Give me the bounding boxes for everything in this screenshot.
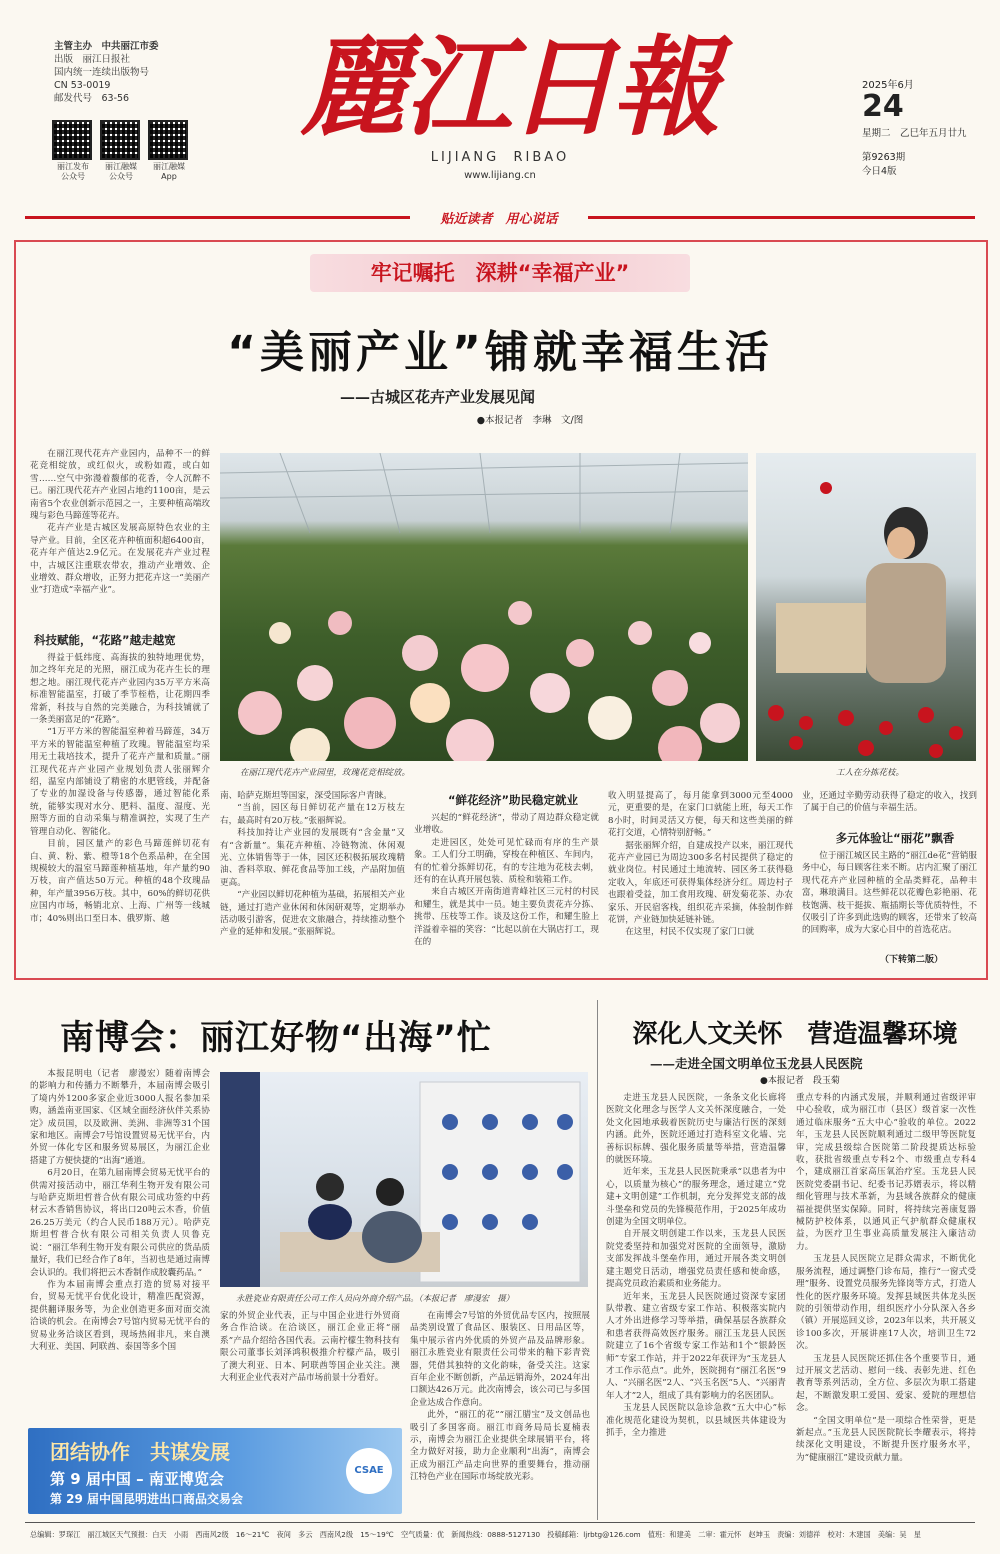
qr-code-icon[interactable] (100, 120, 140, 160)
expo-booth-photo (220, 1072, 588, 1287)
worker-sorting-photo (756, 453, 976, 761)
lead-column-1 (30, 448, 210, 628)
photo-caption: 工人在分拣花枝。 (835, 768, 904, 778)
left-story-column-2 (220, 1310, 400, 1422)
website-link[interactable]: www.lijiang.cn (464, 170, 536, 181)
date-day: 24 (862, 89, 904, 124)
paragraph: 据张丽辉介绍，自建成投产以来，丽江现代花卉产业园已为周边300多名村民提供了稳定的就业岗位。村民通过土地流转、园区务工获得稳定收入，年底还可获得集体经济分红。周边村子也跟着受益，加工食用玫瑰、研发菊花茶、办农家乐、开民宿客栈，组织花卉采摘，体验制作鲜花饼，产业链加快延链补链。 (608, 840, 793, 926)
date-block (862, 76, 982, 177)
date-year-month: 2025年6月 (862, 80, 914, 91)
publisher-line: 国内统一连续出版物号 (54, 67, 150, 78)
photo-caption: 永胜瓷业有限责任公司工作人员向外商介绍产品。（本报记者 廖漫宏 摄） (236, 1293, 514, 1303)
lead-column-2 (220, 790, 405, 970)
right-story-column-2 (796, 1092, 976, 1512)
pages-today: 今日4版 (862, 166, 897, 177)
worker-illustration (756, 453, 976, 761)
qr-code-group (52, 120, 232, 182)
paragraph: 收入明显提高了，每月能拿到3000元至4000元，更重要的是，在家门口就能上班，每天工作8小时，时间灵活又方便，每天和这些美丽的鲜花打交道，心情特别舒畅。” (608, 791, 793, 839)
slogan-bar (410, 208, 588, 228)
paragraph: 作为本届南博会重点打造的贸易对接平台，贸易无忧平台优化设计，精准匹配资源，提供翻译服务等，为企业创造更多面对面交流洽谈的机会。在南博会7号馆内贸易无忧平台的贸易业务洽谈区看到，现场热闹非凡，来自澳大利亚、美国、阿联酋、泰国等多个国 (30, 1279, 210, 1352)
publisher-info (54, 40, 224, 105)
topic-banner-text: 牢记嘱托 深耕“幸福产业” (370, 261, 630, 285)
paragraph: 走进园区，处处可见忙碌而有序的生产景象。工人们分工明确，穿梭在种植区、车间内，有的忙着分拣鲜切花，有的专注地为花枝去刺，还有的在认真开展包装、质检和装箱工作。 (414, 837, 599, 886)
paragraph: 玉龙县人民医院立足群众需求，不断优化服务流程，通过调整门诊布局，推行“一窗式受理”服务、设置党员服务先锋岗等方式，打造人性化的医疗服务环境。发挥县域医共体龙头医院的引领带动作用，组织医疗小分队深入各乡（镇）开展巡回义诊，2023年以来，共开展义诊100多次，开展讲座17人次，培训卫生72次。 (796, 1254, 976, 1352)
weekday-lunar: 星期二 乙巳年五月廿九 (862, 128, 967, 139)
paragraph: 南、哈萨克斯坦等国家，深受国际客户青睐。 (220, 791, 392, 801)
photo-caption: 在丽江现代花卉产业园里，玫瑰花竞相绽放。 (240, 768, 411, 778)
footer-credits: 总编辑：罗琛江 丽江城区天气预报：白天 小雨 西南风2级 16～21℃ 夜间 多云 西南风2级 15～19℃ 空气质量：优 新闻热线：0888-5127130 投稿邮箱：ljrbtg@126.com 值班：和建美 二审：霍元怀 赵坤玉 责编：刘德祥 校对：木建国 美编：吴 星 (30, 1530, 921, 1539)
paragraph: “1万平方米的智能温室种着马蹄莲，34万平方米的智能温室种植了玫瑰。智能温室均采用无土栽培技术，提升了花卉产量和质量。”丽江现代花卉产业园产业规划负责人张丽辉介绍，温室内部铺设了精密的水肥管线，并配备了专业的加湿设备与传感器，通过智能化系统，能够实现对水分、肥料、温度、湿度、光照等方面的自动采集与精准调控，实现了生产管理自动化、智能化。 (30, 727, 210, 837)
qr-label: 丽江融媒 公众号 (105, 162, 137, 181)
left-story-column-1 (30, 1068, 210, 1356)
lead-subheadline: ——古城区花卉产业发展见闻 (340, 388, 536, 406)
qr-label: 丽江发布 公众号 (57, 162, 89, 181)
lead-column-3 (414, 812, 599, 970)
csae-logo (346, 1448, 392, 1494)
paragraph: 此外，“丽江的花”“丽江腊宝”及文创品也吸引了多国客商。丽江市商务局局长夏楠表示，南博会为丽江企业提供全球展销平台，将全力做好对接，助力企业顺利“出海”，南博会正成为丽江产品走向世界的重要舞台，推动丽江特色产业在国际市场绽放光彩。 (410, 1410, 590, 1483)
publisher-line: 邮发代号 63-56 (54, 93, 130, 104)
paragraph: 走进玉龙县人民医院，一条条文化长廊将医院文化理念与医学人文关怀深度融合，一处处文化园地承载着医院历史与廉洁行医的深刻内涵。此外，医院还通过打造科室文化墙、完善标识标牌、强化服务质量等举措，营造温馨的就医环境。 (606, 1093, 786, 1166)
ad-slogan: 团结协作 共谋发展 (50, 1440, 230, 1464)
paragraph: 花卉产业是古城区发展高原特色农业的主导产业。目前，全区花卉种植面积超6400亩，花卉年产值达2.9亿元。在发展花卉产业过程中，古城区注重联农带农，推动产业增效、企业增效、群众增收，正努力把花卉这一“美丽产业”打造成“幸福产业”。 (30, 523, 210, 596)
section-subhead: 科技赋能，“花路”越走越宽 (34, 633, 176, 647)
paragraph: 重点专科的内涵式发展，并顺利通过省级评审中心验收，成为丽江市（县区）级首家一次性通过临床服务“五大中心”验收的单位。2022年，玉龙县人民医院顺利通过二级甲等医院复审，完成县级综合医院第二阶段提质达标验收，获批省级重点专科2个、市级重点专科4个，建成丽江首家高压氧治疗室。玉龙县人民医院党委副书记、纪委书记苏婿表示，将以精细化管理与技术革新，为县域各族群众的健康福祉提供坚实保障。同时，将持续完善康复器械防护校体系，以通风正气护航群众健康权益，为医疗卫生事业高质量发展注入廉洁动力。 (796, 1093, 976, 1252)
issue-number: 第9263期 (862, 152, 906, 163)
left-story-headline: 南博会：丽江好物“出海”忙 (60, 1018, 492, 1058)
slogan-text: 贴近读者 用心说话 (440, 212, 558, 227)
section-subhead: “鲜花经济”助民稳定就业 (447, 793, 579, 807)
rose-greenhouse-photo (220, 453, 748, 761)
footer-rule (25, 1522, 975, 1523)
left-story-column-3 (410, 1310, 590, 1518)
paragraph: 在丽江现代花卉产业园内，品种不一的鲜花竞相绽放，或红似火，或粉如霞，或白如雪……空气中弥漫着馥郁的花香，令人沉醉不已。丽江现代花卉产业园占地约1100亩，是云南省5个农业创新示范园之一，主要种植高端玫瑰与彩色马蹄莲等花卉。 (30, 449, 210, 522)
ad-expo-name: 第 9 届中国 – 南亚博览会 (50, 1470, 224, 1488)
paragraph: “当前，园区每日鲜切花产量在12万枝左右，最高时有20万枝。”张丽辉说。 (220, 803, 405, 826)
publisher-line: 主管主办 中共丽江市委 (54, 41, 159, 52)
paragraph: 本报昆明电（记者 廖漫宏）随着南博会的影响力和传播力不断攀升，本届南博会吸引了境内外1200多家企业近3000人报名参加采购，涵盖南亚国家、《区域全面经济伙伴关系协定》成员国，以及欧洲、美洲、非洲等31个国家和地区。南博会7号馆设置贸易无忧平台，内外贸一体化专区和服务贸易展区，为丽江企业搭建了方便快捷的“出海”通道。 (30, 1069, 210, 1166)
newspaper-pinyin: LIJIANG RIBAO (430, 150, 570, 165)
qr-code-icon[interactable] (148, 120, 188, 160)
paragraph: 兴起的“鲜花经济”，带动了周边群众稳定就业增收。 (414, 813, 599, 836)
greenhouse-illustration (220, 453, 748, 761)
paragraph: 家的外贸企业代表，正与中国企业进行外贸商务合作洽谈。在洽谈区，丽江企业正将“丽系”产品介绍给各国代表。云南柠檬生物科技有限公司董事长刘泽鸿积极推介柠檬产品，吸引了澳大利亚、日本、阿联酋等国企业关注。澳大利亚企业代表对产品市场前景十分看好。 (220, 1311, 400, 1384)
continued-note[interactable]: （下转第二版） (880, 955, 944, 965)
paragraph: 6月20日，在第九届南博会贸易无忧平台的供需对接活动中，丽江华利生物开发有限公司与哈萨克斯坦哲普合伙有限公司成功签约中药材云木香销售协议，将出口20吨云木香，价值26.25万美元（约合人民币188万元）。哈萨克斯坦哲普合伙有限公司相关负责人贝鲁克说：“丽江华利生物开发有限公司供应的货品质量好，我们已经合作了8年，当初也是通过南博会认识的。我们将把云木香制作成胶囊药品。” (30, 1168, 210, 1278)
paragraph: 近年来，玉龙县人民医院秉承“以患者为中心，以质量为核心”的服务理念，通过建立“党建+文明创建”工作机制，充分发挥党支部的战斗堡垒和党员的先锋模范作用，于2025年成功创建为全国文明单位。 (606, 1167, 786, 1228)
paragraph: 在南博会7号馆的外贸优品专区内，按照展品类别设置了食品区、服装区、日用品区等，集中展示省内外优质的外贸产品及品牌形象。丽江永胜瓷业有限责任公司带来的釉下彩青瓷器，凭借其独特的文化韵味，备受关注。这家百年企业不断创新，产品远销海外，2024年出口额达426万元。此次南博会，该公司已与多国企业达成合作意向。 (410, 1311, 590, 1408)
lead-byline: ●本报记者 李琳 文/图 (476, 415, 584, 426)
right-story-column-1 (606, 1092, 786, 1512)
lead-column-4 (608, 790, 793, 970)
right-story-byline: ●本报记者 段玉菊 (760, 1076, 840, 1086)
publisher-line: CN 53-0019 (54, 80, 111, 91)
qr-code-item[interactable] (148, 120, 190, 182)
expo-booth-illustration (220, 1072, 588, 1287)
lead-column-5 (802, 790, 977, 826)
paragraph: 来自古城区开南街道青峰社区三元村的村民和耀生，就是其中一员。她主要负责花卉分拣、挑带、压枝等工作。谈及这份工作，和耀生脸上洋溢着幸福的笑容：“比起以前在大锅店打工，现在的 (414, 887, 599, 948)
paragraph: 自开展文明创建工作以来，玉龙县人民医院党委坚持和加强党对医院的全面领导，激励支部发挥战斗堡垒作用，通过开展各类文明创建主题党日活动，增强党员责任感和使命感，提高党员政治素质和业务能力。 (606, 1229, 786, 1290)
qr-code-item[interactable] (52, 120, 94, 182)
ad-fair-name: 第 29 届中国昆明进出口商品交易会 (50, 1492, 244, 1506)
paragraph: “产业园以鲜切花种植为基础，拓展相关产业链，通过打造产业休闲和休闲研观等，定期举办活动吸引游客，促进农文旅融合，持续推动整个产业的延伸和发展。”张丽辉说。 (220, 890, 405, 938)
paragraph: 在这里，村民不仅实现了家门口就 (625, 927, 755, 938)
paragraph: 玉龙县人民医院还抓住各个重要节日，通过开展文艺活动、慰问一线、表彰先进、红色教育等系列活动，全方位、多层次为职工搭建起，不断激发职工爱国、爱家、爱院的理想信念。 (796, 1353, 976, 1414)
lead-headline: “美丽产业”铺就幸福生活 (227, 327, 773, 378)
csae-logo-text: CSAE (354, 1465, 384, 1476)
paragraph: 科技加持让产业园的发展既有“含金量”又有“含新量”。集花卉种植、冷链物流、休闲观光、立体销售等于一体，园区还积极拓展玫瑰精油、香料萃取、鲜花食品等加工线，产品附加值更高。 (220, 828, 405, 888)
lead-column-5b (802, 850, 977, 950)
paragraph: 位于丽江城区民主路的“丽江de花”营销服务中心，每日顾客往来不断。店内汇聚了丽江现代花卉产业园种植的全品类鲜花，品种丰富，琳琅满目。这些鲜花以花瓣色彩艳丽、花枝饱满、枝干挺拔、瓶插期长等优质特性，不仅吸引了许多到此选购的顾客，还带来了较高的回购率，成为大家心目中的首选花店。 (802, 851, 977, 936)
right-story-headline: 深化人文关怀 营造温馨环境 (632, 1019, 958, 1048)
qr-code-item[interactable] (100, 120, 142, 182)
paragraph: 得益于低纬度、高海拔的独特地理优势，加之终年充足的光照，丽江成为花卉生长的理想之地。丽江现代花卉产业园内35万平方米高标准智能温室，打破了季节桎梏，让花期四季常新，科技与自然的完美融合，为科技铺就了一条美丽富足的“花路”。 (30, 653, 210, 726)
paragraph: 近年来，玉龙县人民医院通过资深专家团队带教、建立省级专家工作站、积极落实院内人才外出进修学习等举措，确保基层各族群众和患者获得高效医疗服务。丽江玉龙县人民医院建立了16个省级专家工作站和1个“银龄医师”专家工作站，并于2022年获评为“玉龙县人才工作示范点”。此外，医院拥有“丽江名医”9人、“兴丽名医”2人、“兴玉名医”5人、“兴丽青年人才”2人，组成了具有影响力的名医团队。 (606, 1291, 786, 1401)
topic-banner (310, 254, 690, 292)
lead-column-1b (30, 652, 210, 970)
publisher-line: 出版 丽江日报社 (54, 54, 131, 65)
paragraph: 业，还通过辛勤劳动获得了稳定的收入，找到了属于自己的价值与幸福生活。 (802, 791, 977, 814)
right-story-subheadline: ——走进全国文明单位玉龙县人民医院 (650, 1056, 863, 1071)
qr-code-icon[interactable] (52, 120, 92, 160)
section-subhead: 多元体验让“丽花”飘香 (835, 831, 955, 845)
expo-ad-banner[interactable] (28, 1428, 402, 1514)
column-divider (597, 1000, 598, 1520)
paragraph: “全国文明单位”是一项综合性荣誉，更是新起点。”玉龙县人民医院院长李耀表示，将持续深化文明建设，不断提升医疗服务水平，为“健康丽江”建设贡献力量。 (796, 1415, 976, 1463)
paragraph: 目前，园区量产的彩色马蹄莲鲜切花有白、黄、粉、紫、橙等18个色系品种，在全国规模较大的温室马蹄莲种植基地，年产量约90万枝，亩产值达50万元。种植的48个玫瑰品种，年产量3956万枝。其中，60%的鲜切花供应国内市场，畅销北京、上海、广州等一线城市；40%则出口至日本、俄罗斯、越 (30, 839, 210, 924)
qr-label: 丽江融媒 App (153, 162, 185, 181)
paragraph: 玉龙县人民医院以急诊急救“五大中心”标准化规范化建设为契机，以县域医共体建设为抓手，全力推进 (606, 1403, 786, 1438)
newspaper-title: 麗江日報 (299, 25, 716, 151)
